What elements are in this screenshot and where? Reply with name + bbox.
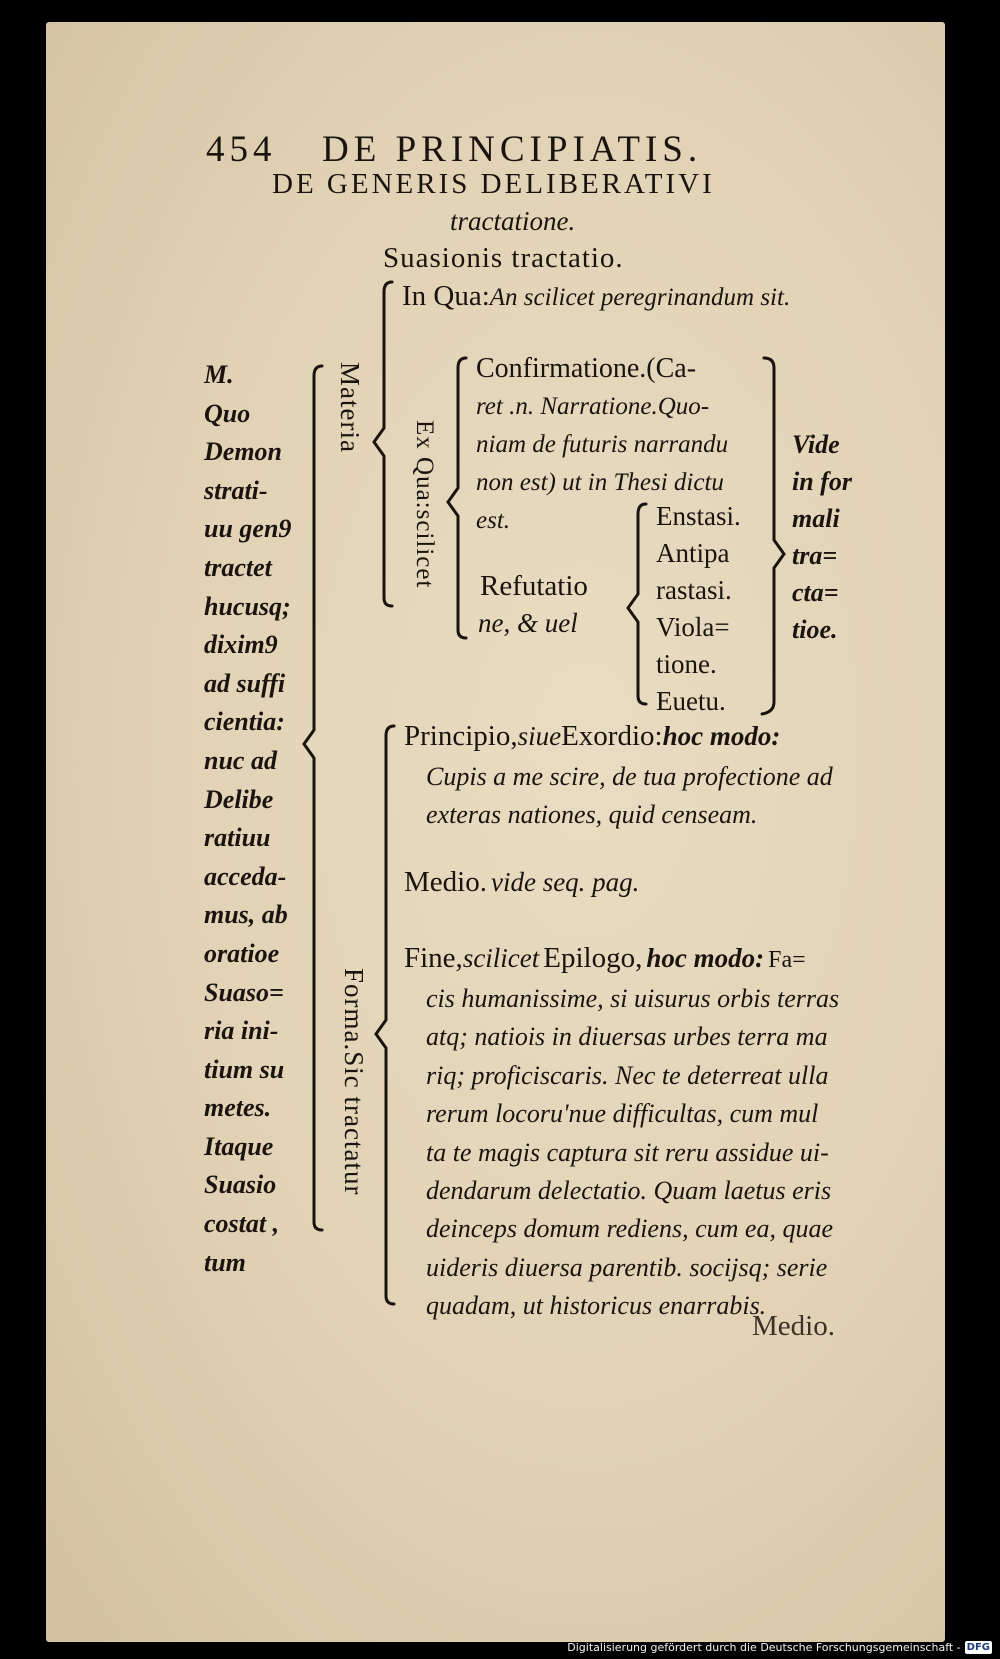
left-column-line-1: M.	[204, 360, 234, 389]
catchword: Medio.	[752, 1310, 835, 1342]
confirmatione-line-3: niam de futuris narrandu	[476, 431, 729, 458]
left-column-line-23: costat ,	[204, 1209, 280, 1239]
left-column-line-20: metes.	[204, 1093, 272, 1123]
refutatio-line-1: Refutatio	[480, 570, 588, 602]
principio-text-line-2: exteras nationes, quid censeam.	[426, 800, 758, 829]
subtitle: Suasionis tractatio.	[383, 242, 624, 274]
refutatio-item-6: Euetu.	[656, 686, 726, 716]
footer-credit-text: Digitalisierung gefördert durch die Deutsche Forschungsgemeinschaft -	[567, 1641, 961, 1654]
confirmatione-line-5: est.	[476, 507, 511, 534]
confirmatione-line-1: Confirmatione.(Ca-	[476, 353, 697, 384]
fine-text-line-1: cis humanissime, si uisurus orbis terras	[426, 984, 840, 1013]
refutatio-item-1: Enstasi.	[656, 501, 741, 531]
refutatio-line-2: ne, & uel	[478, 608, 578, 638]
fine-text-line-6: dendarum delectatio. Quam laetus eris	[426, 1176, 832, 1206]
fine-text-line-2: atq; natiois in diuersas urbes terra ma	[426, 1022, 828, 1052]
in-qua-lead: In Qua:	[402, 280, 490, 312]
medio-vide: vide seq. pag.	[490, 867, 640, 897]
left-column-line-12: Delibe	[204, 784, 274, 814]
brace-materia-options	[374, 282, 392, 606]
brace-forma	[376, 726, 394, 1304]
left-column-line-6: tractet	[204, 552, 272, 582]
vide-line-1: Vide	[792, 430, 840, 459]
left-column-line-15: mus, ab	[204, 900, 288, 930]
vide-line-3: mali	[792, 504, 840, 533]
vide-line-6: tioe.	[792, 615, 838, 644]
brace-right	[762, 358, 784, 714]
label-forma: Forma.Sic tractatur	[339, 968, 369, 1196]
refutatio-item-2: Antipa	[656, 538, 730, 568]
brace-ex-qua	[448, 358, 466, 638]
left-column-line-4: strati-	[204, 475, 268, 505]
fine-lead: Fine,	[404, 942, 463, 974]
left-column-line-11: nuc ad	[204, 745, 277, 775]
principio-hoc-modo: hoc modo:	[662, 721, 781, 751]
fine-text-line-3: riq; proficiscaris. Nec te deterreat ulla	[426, 1060, 829, 1090]
brace-outer	[304, 366, 322, 1230]
left-column-line-21: Itaque	[204, 1131, 274, 1161]
vide-line-4: tra=	[792, 541, 838, 570]
fine-text-line-7: deinceps domum rediens, cum ea, quae	[426, 1214, 833, 1244]
left-column-line-17: Suaso=	[204, 977, 284, 1007]
confirmatione-line-4: non est) ut in Thesi dictu	[476, 469, 724, 496]
vide-line-5: cta=	[792, 578, 839, 607]
section-title-2: tractatione.	[450, 206, 576, 236]
running-title: DE PRINCIPIATIS.	[322, 129, 703, 170]
fine-text-line-9: quadam, ut historicus enarrabis.	[426, 1291, 767, 1321]
left-column-line-9: ad suffi	[204, 668, 286, 698]
refutatio-item-5: tione.	[656, 649, 717, 679]
footer-credit	[567, 1641, 992, 1654]
principio-text-line-1: Cupis a me scire, de tua profectione ad	[426, 762, 833, 791]
left-column-line-14: acceda-	[204, 861, 287, 891]
left-column-line-3: Demon	[204, 437, 282, 467]
fine-epilogo: Epilogo,	[543, 942, 643, 974]
in-qua-text: An scilicet peregrinandum sit.	[489, 284, 791, 311]
refutatio-item-4: Viola=	[656, 612, 730, 642]
vide-line-2: in for	[792, 467, 852, 496]
label-materia: Materia	[335, 362, 365, 453]
principio-siue: siue	[517, 721, 562, 751]
dfg-logo: DFG	[966, 1642, 990, 1653]
confirmatione-line-2: ret .n. Narratione.Quo-	[476, 393, 710, 420]
refutatio-item-3: rastasi.	[656, 575, 732, 605]
brace-refutatio	[628, 504, 646, 704]
left-column-line-7: hucusq;	[204, 591, 291, 621]
principio-lead: Principio,	[404, 720, 518, 752]
left-column-line-24: tum	[204, 1247, 246, 1277]
section-title: DE GENERIS DELIBERATIVI	[272, 168, 715, 200]
fine-text-line-4: rerum locoru'nue difficultas, cum mul	[426, 1099, 819, 1129]
left-column-line-10: cientia:	[204, 707, 285, 737]
left-column-line-22: Suasio	[204, 1170, 277, 1200]
left-column-line-13: ratiuu	[204, 823, 271, 853]
left-column-line-2: Quo	[204, 398, 251, 428]
fine-text-line-5: ta te magis captura sit reru assidue ui-	[426, 1137, 829, 1167]
left-column-line-16: oratioe	[204, 938, 280, 968]
label-ex-qua: Ex Qua:scilicet	[411, 420, 438, 589]
left-column-line-8: dixim9	[204, 630, 278, 660]
medio-lead: Medio.	[404, 866, 487, 898]
left-column-line-5: uu gen9	[204, 514, 292, 544]
fine-text-line-8: uideris diuersa parentib. socijsq; serie	[426, 1252, 828, 1282]
left-column-line-18: ria ini-	[204, 1016, 279, 1046]
principio-exordio: Exordio:	[561, 720, 663, 752]
fine-hoc-modo: hoc modo:	[646, 943, 765, 973]
fine-fa: Fa=	[768, 947, 806, 973]
fine-scilicet: scilicet	[462, 943, 540, 973]
left-column-line-19: tium su	[204, 1054, 285, 1084]
page-number: 454	[206, 129, 277, 170]
